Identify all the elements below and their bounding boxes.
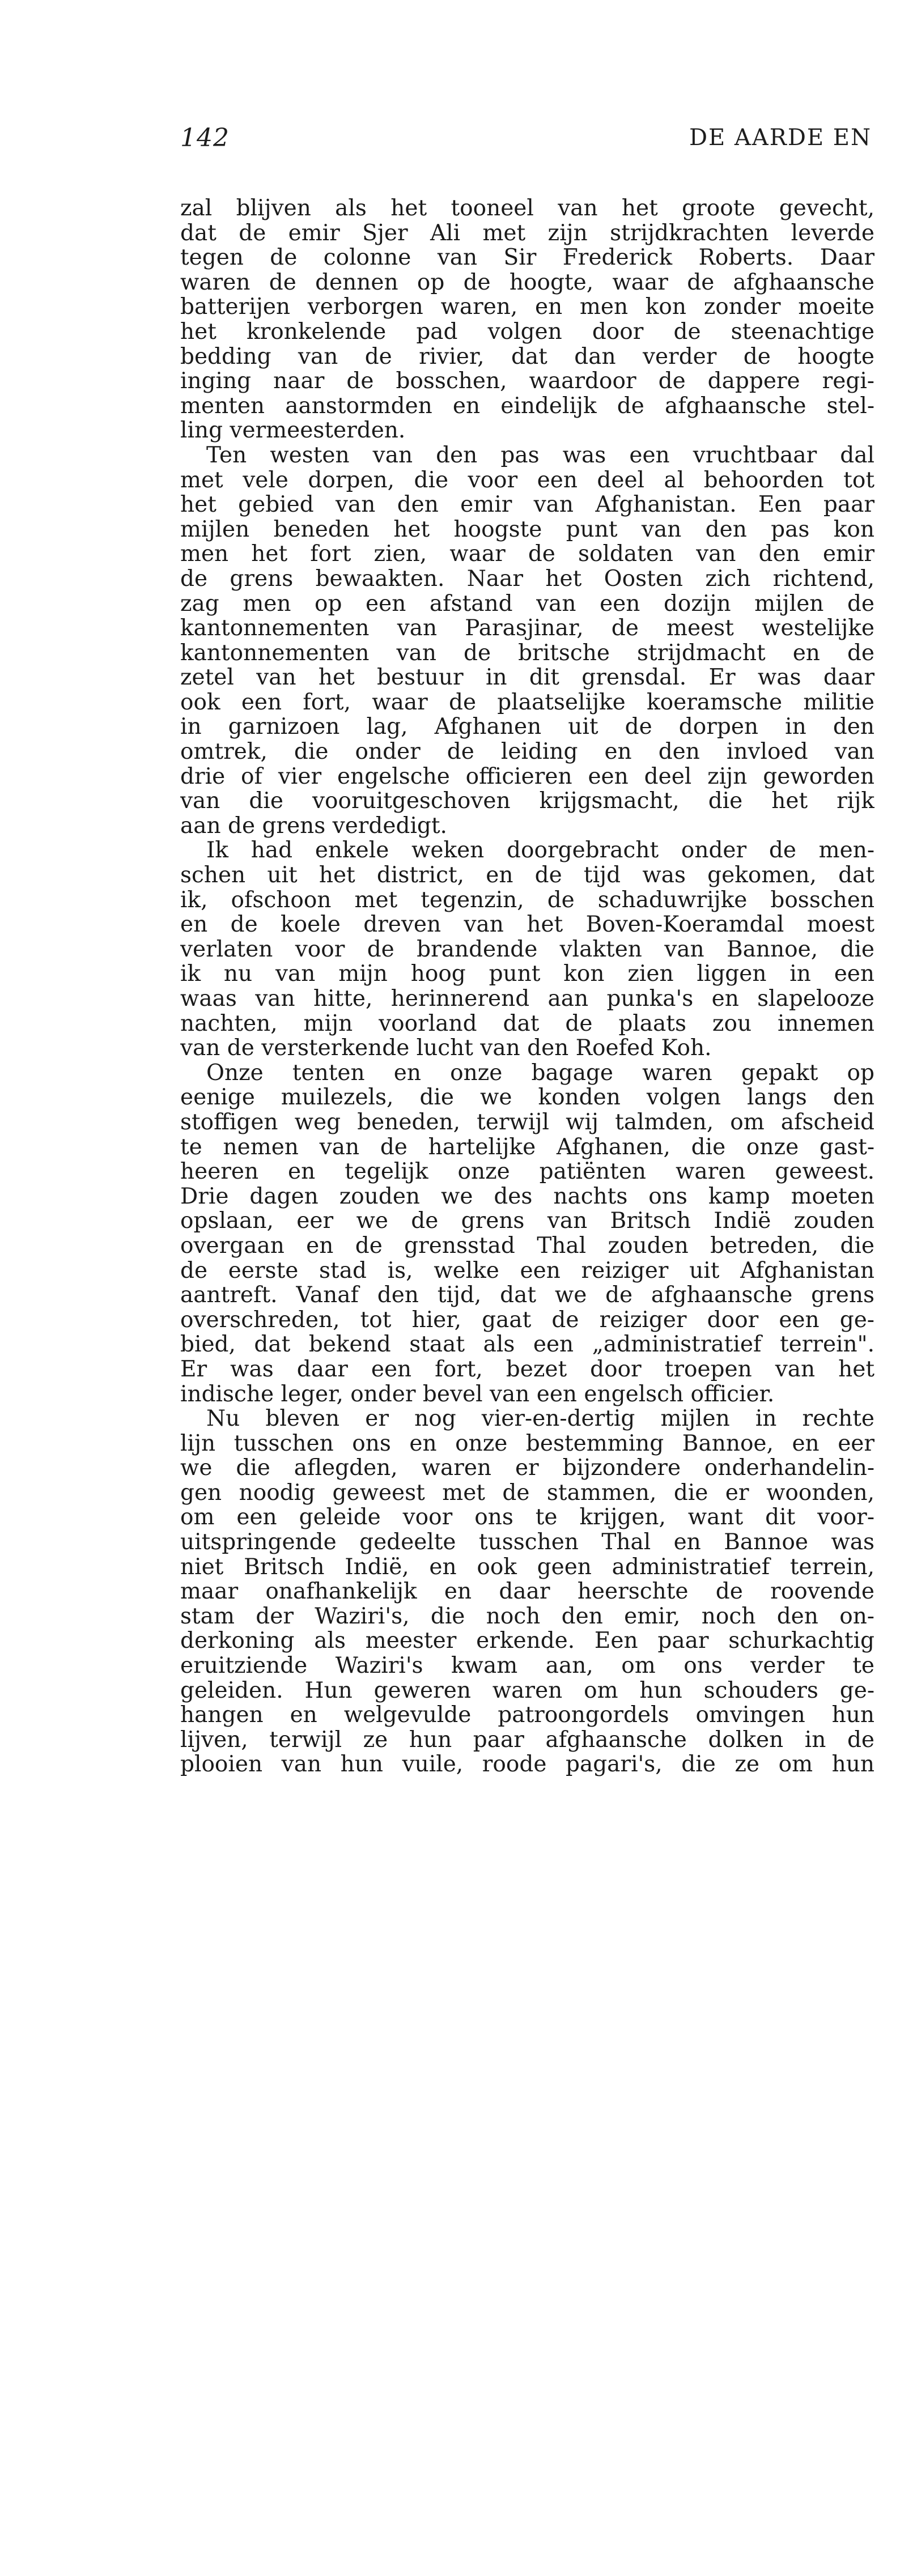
text-line: men het fort zien, waar de soldaten van den emir: [180, 542, 874, 567]
text-line: Onze tenten en onze bagage waren gepakt op: [206, 1060, 874, 1086]
text-line: de grens bewaakten. Naar het Oosten zich richtend,: [180, 566, 874, 592]
text-line: hangen en welgevulde patroongordels omvingen hun: [180, 1703, 874, 1728]
text-line: bedding van de rivier, dat dan verder de hoogte: [180, 344, 874, 369]
text-line: Nu bleven er nog vier-en-dertig mijlen in rechte: [206, 1406, 874, 1431]
text-line: niet Britsch Indië, en ook geen administratief terrein,: [180, 1554, 874, 1580]
body-text: [180, 196, 874, 1777]
text-line: Er was daar een fort, bezet door troepen van het: [180, 1357, 874, 1382]
text-line: maar onafhankelijk en daar heerschte de roovende: [180, 1579, 874, 1604]
text-line: ik, ofschoon met tegenzin, de schaduwrijke bosschen: [180, 887, 874, 913]
text-line: Ik had enkele weken doorgebracht onder de men-: [206, 838, 874, 864]
paragraph: [180, 443, 874, 839]
text-line: lijven, terwijl ze hun paar afghaansche dolken in de: [180, 1727, 874, 1753]
text-line: aantreft. Vanaf den tijd, dat we de afghaansche grens: [180, 1283, 874, 1308]
paragraph: [180, 1061, 874, 1406]
text-line: eenige muilezels, die we konden volgen langs den: [180, 1085, 874, 1110]
text-line: eruitziende Waziri's kwam aan, om ons verder te: [180, 1653, 874, 1678]
text-line: en de koele dreven van het Boven-Koeramdal moest: [180, 912, 874, 937]
text-line: tegen de colonne van Sir Frederick Roberts. Daar: [180, 245, 874, 270]
text-line: geleiden. Hun geweren waren om hun schouders ge-: [180, 1678, 874, 1703]
text-line: omtrek, die onder de leiding en den invloed van: [180, 739, 874, 764]
text-line: lijn tusschen ons en onze bestemming Bannoe, en eer: [180, 1431, 874, 1456]
text-line: van die vooruitgeschoven krijgsmacht, die het rijk: [180, 789, 874, 814]
text-line: te nemen van de hartelijke Afghanen, die onze gast-: [180, 1134, 874, 1160]
text-line: ling vermeesterden.: [180, 418, 406, 443]
text-line: Drie dagen zouden we des nachts ons kamp moeten: [180, 1184, 874, 1209]
text-line: kantonnementen van de britsche strijdmacht en de: [180, 640, 874, 666]
text-line: ik nu van mijn hoog punt kon zien liggen in een: [180, 962, 874, 987]
text-line: nachten, mijn voorland dat de plaats zou innemen: [180, 1011, 874, 1036]
text-line: inging naar de bosschen, waardoor de dappere regi-: [180, 369, 874, 394]
text-line: zal blijven als het tooneel van het groote gevecht,: [180, 196, 874, 221]
page-header: [180, 124, 872, 158]
text-line: stoffigen weg beneden, terwijl wij talmden, om afscheid: [180, 1110, 874, 1135]
text-line: indische leger, onder bevel van een engelsch officier.: [180, 1381, 775, 1407]
text-line: menten aanstormden en eindelijk de afghaansche stel-: [180, 393, 874, 419]
text-line: het kronkelende pad volgen door de steenachtige: [180, 319, 874, 345]
text-line: drie of vier engelsche officieren een deel zijn geworden: [180, 764, 874, 789]
text-line: schen uit het district, en de tijd was gekomen, dat: [180, 863, 874, 888]
text-line: we die aflegden, waren er bijzondere onderhandelin-: [180, 1456, 874, 1481]
text-line: heeren en tegelijk onze patiënten waren geweest.: [180, 1159, 874, 1184]
text-line: mijlen beneden het hoogste punt van den pas kon: [180, 517, 874, 542]
paragraph: [180, 196, 874, 443]
running-title: DE AARDE EN: [689, 125, 872, 151]
text-line: gen noodig geweest met de stammen, die er woonden,: [180, 1480, 874, 1506]
text-line: het gebied van den emir van Afghanistan. Een paar: [180, 492, 874, 517]
text-line: derkoning als meester erkende. Een paar schurkachtig: [180, 1629, 874, 1654]
text-line: bied, dat bekend staat als een „administratief terrein".: [180, 1332, 874, 1357]
text-line: verlaten voor de brandende vlakten van Bannoe, die: [180, 937, 874, 962]
text-line: dat de emir Sjer Ali met zijn strijdkrachten leverde: [180, 220, 874, 246]
text-line: waren de dennen op de hoogte, waar de afghaansche: [180, 270, 874, 295]
text-line: overgaan en de grensstad Thal zouden betreden, die: [180, 1233, 874, 1259]
text-line: met vele dorpen, die voor een deel al behoorden tot: [180, 467, 874, 493]
text-line: ook een fort, waar de plaatselijke koeramsche militie: [180, 690, 874, 715]
text-line: uitspringende gedeelte tusschen Thal en Bannoe was: [180, 1530, 874, 1555]
text-line: kantonnementen van Parasjinar, de meest westelijke: [180, 616, 874, 641]
text-line: Ten westen van den pas was een vruchtbaar dal: [206, 443, 874, 468]
text-line: om een geleide voor ons te krijgen, want dit voor-: [180, 1505, 874, 1531]
paragraph: [180, 838, 874, 1060]
paragraph: [180, 1406, 874, 1777]
text-line: zetel van het bestuur in dit grensdal. Er was daar: [180, 665, 874, 690]
text-line: aan de grens verdedigt.: [180, 813, 447, 839]
text-line: waas van hitte, herinnerend aan punka's en slapelooze: [180, 987, 874, 1011]
text-line: van de versterkende lucht van den Roefed Koh.: [180, 1036, 712, 1061]
text-line: de eerste stad is, welke een reiziger uit Afghanistan: [180, 1258, 874, 1283]
text-line: batterijen verborgen waren, en men kon zonder moeite: [180, 295, 874, 320]
page-number: 142: [180, 124, 230, 152]
text-line: stam der Waziri's, die noch den emir, noch den on-: [180, 1604, 874, 1629]
text-line: zag men op een afstand van een dozijn mijlen de: [180, 591, 874, 617]
text-line: in garnizoen lag, Afghanen uit de dorpen in den: [180, 715, 874, 740]
text-line: overschreden, tot hier, gaat de reiziger door een ge-: [180, 1307, 874, 1333]
text-line: opslaan, eer we de grens van Britsch Indië zouden: [180, 1209, 874, 1234]
text-line: plooien van hun vuile, roode pagari's, die ze om hun: [180, 1752, 874, 1777]
